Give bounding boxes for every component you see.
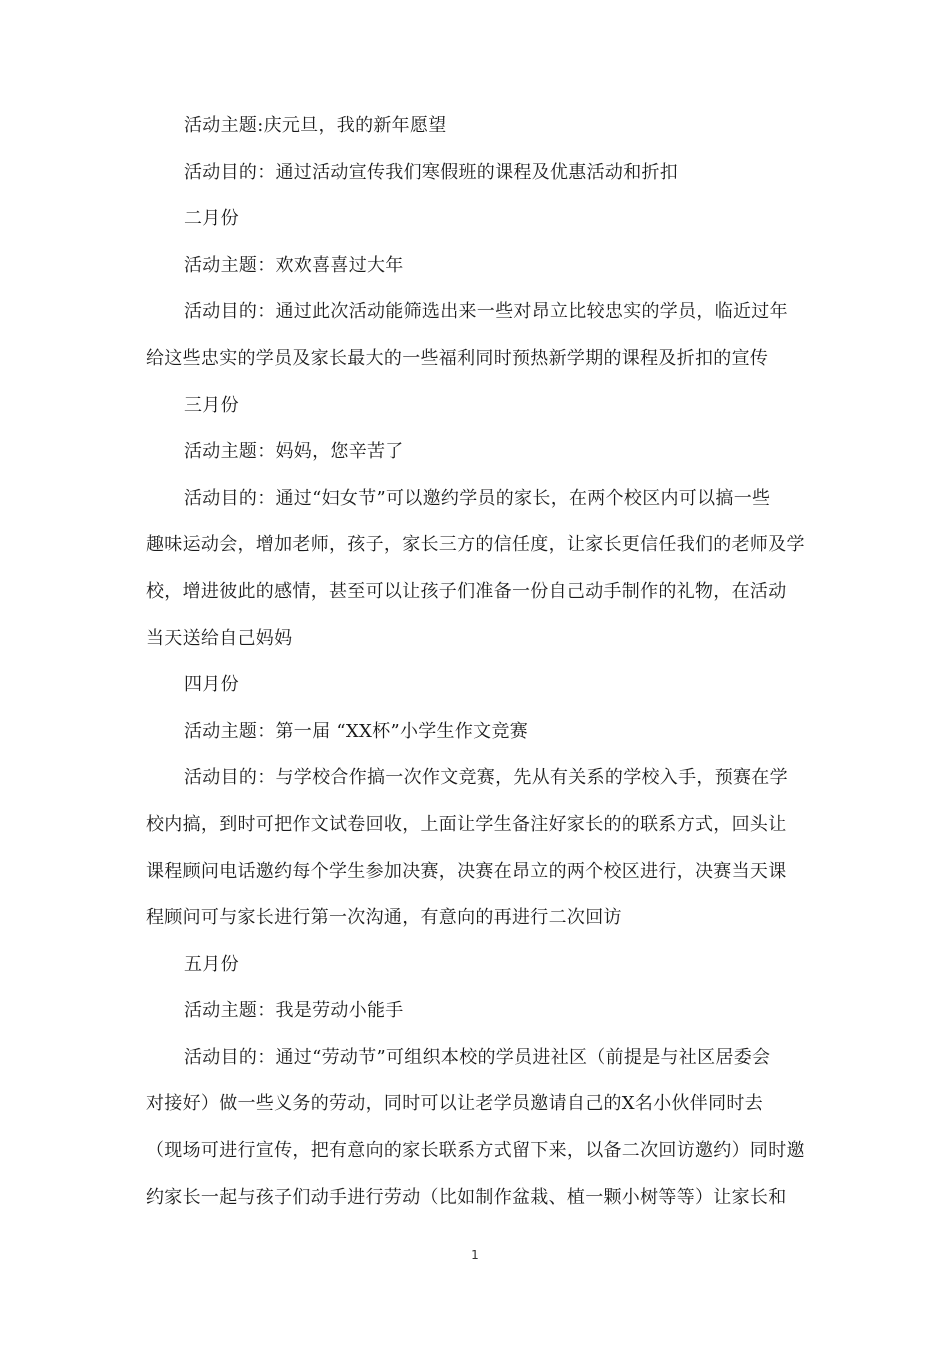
paragraph-line: 给这些忠实的学员及家长最大的一些福利同时预热新学期的课程及折扣的宣传	[146, 347, 769, 369]
month-heading: 三月份	[184, 394, 239, 416]
paragraph-line: 课程顾问电话邀约每个学生参加决赛，决赛在昂立的两个校区进行，决赛当天课	[146, 860, 787, 882]
paragraph-line: 活动主题：我是劳动小能手	[184, 1000, 404, 1022]
paragraph-line: 活动主题：妈妈，您辛苦了	[184, 441, 404, 463]
paragraph-line: 活动目的：通过活动宣传我们寒假班的课程及优惠活动和折扣	[184, 161, 679, 183]
paragraph-line: 活动目的：与学校合作搞一次作文竞赛，先从有关系的学校入手，预赛在学	[184, 767, 788, 789]
month-heading: 二月份	[184, 208, 239, 230]
document-body	[146, 114, 810, 1209]
paragraph-line: 活动主题:庆元旦，我的新年愿望	[184, 115, 447, 136]
paragraph-line: 趣味运动会，增加老师，孩子，家长三方的信任度，让家长更信任我们的老师及学	[146, 534, 805, 556]
paragraph-line: 校，增进彼此的感情，甚至可以让孩子们准备一份自己动手制作的礼物，在活动	[146, 580, 787, 602]
month-heading: 四月份	[184, 674, 239, 696]
paragraph-line: 活动目的：通过此次活动能筛选出来一些对昂立比较忠实的学员，临近过年	[184, 301, 788, 323]
page-number: 1	[471, 1248, 479, 1262]
paragraph-line: 活动目的：通过“劳动节”可组织本校的学员进社区（前提是与社区居委会	[184, 1046, 771, 1068]
paragraph-line: 活动目的：通过“妇女节”可以邀约学员的家长，在两个校区内可以搞一些	[184, 487, 771, 509]
paragraph-line: 程顾问可与家长进行第一次沟通，有意向的再进行二次回访	[146, 907, 622, 929]
paragraph-line: 当天送给自己妈妈	[146, 627, 293, 649]
paragraph-line: 对接好）做一些义务的劳动，同时可以让老学员邀请自己的X名小伙伴同时去	[146, 1093, 764, 1115]
paragraph-line: 活动主题：第一届 “XX杯”小学生作文竞赛	[184, 720, 529, 742]
month-heading: 五月份	[184, 953, 239, 975]
paragraph-line: 活动主题：欢欢喜喜过大年	[184, 254, 404, 276]
paragraph-line: 约家长一起与孩子们动手进行劳动（比如制作盆栽、植一颗小树等等）让家长和	[146, 1186, 787, 1208]
paragraph-line: 校内搞，到时可把作文试卷回收，上面让学生备注好家长的的联系方式，回头让	[146, 813, 787, 835]
paragraph-line: （现场可进行宣传，把有意向的家长联系方式留下来，以备二次回访邀约）同时邀	[146, 1140, 805, 1162]
